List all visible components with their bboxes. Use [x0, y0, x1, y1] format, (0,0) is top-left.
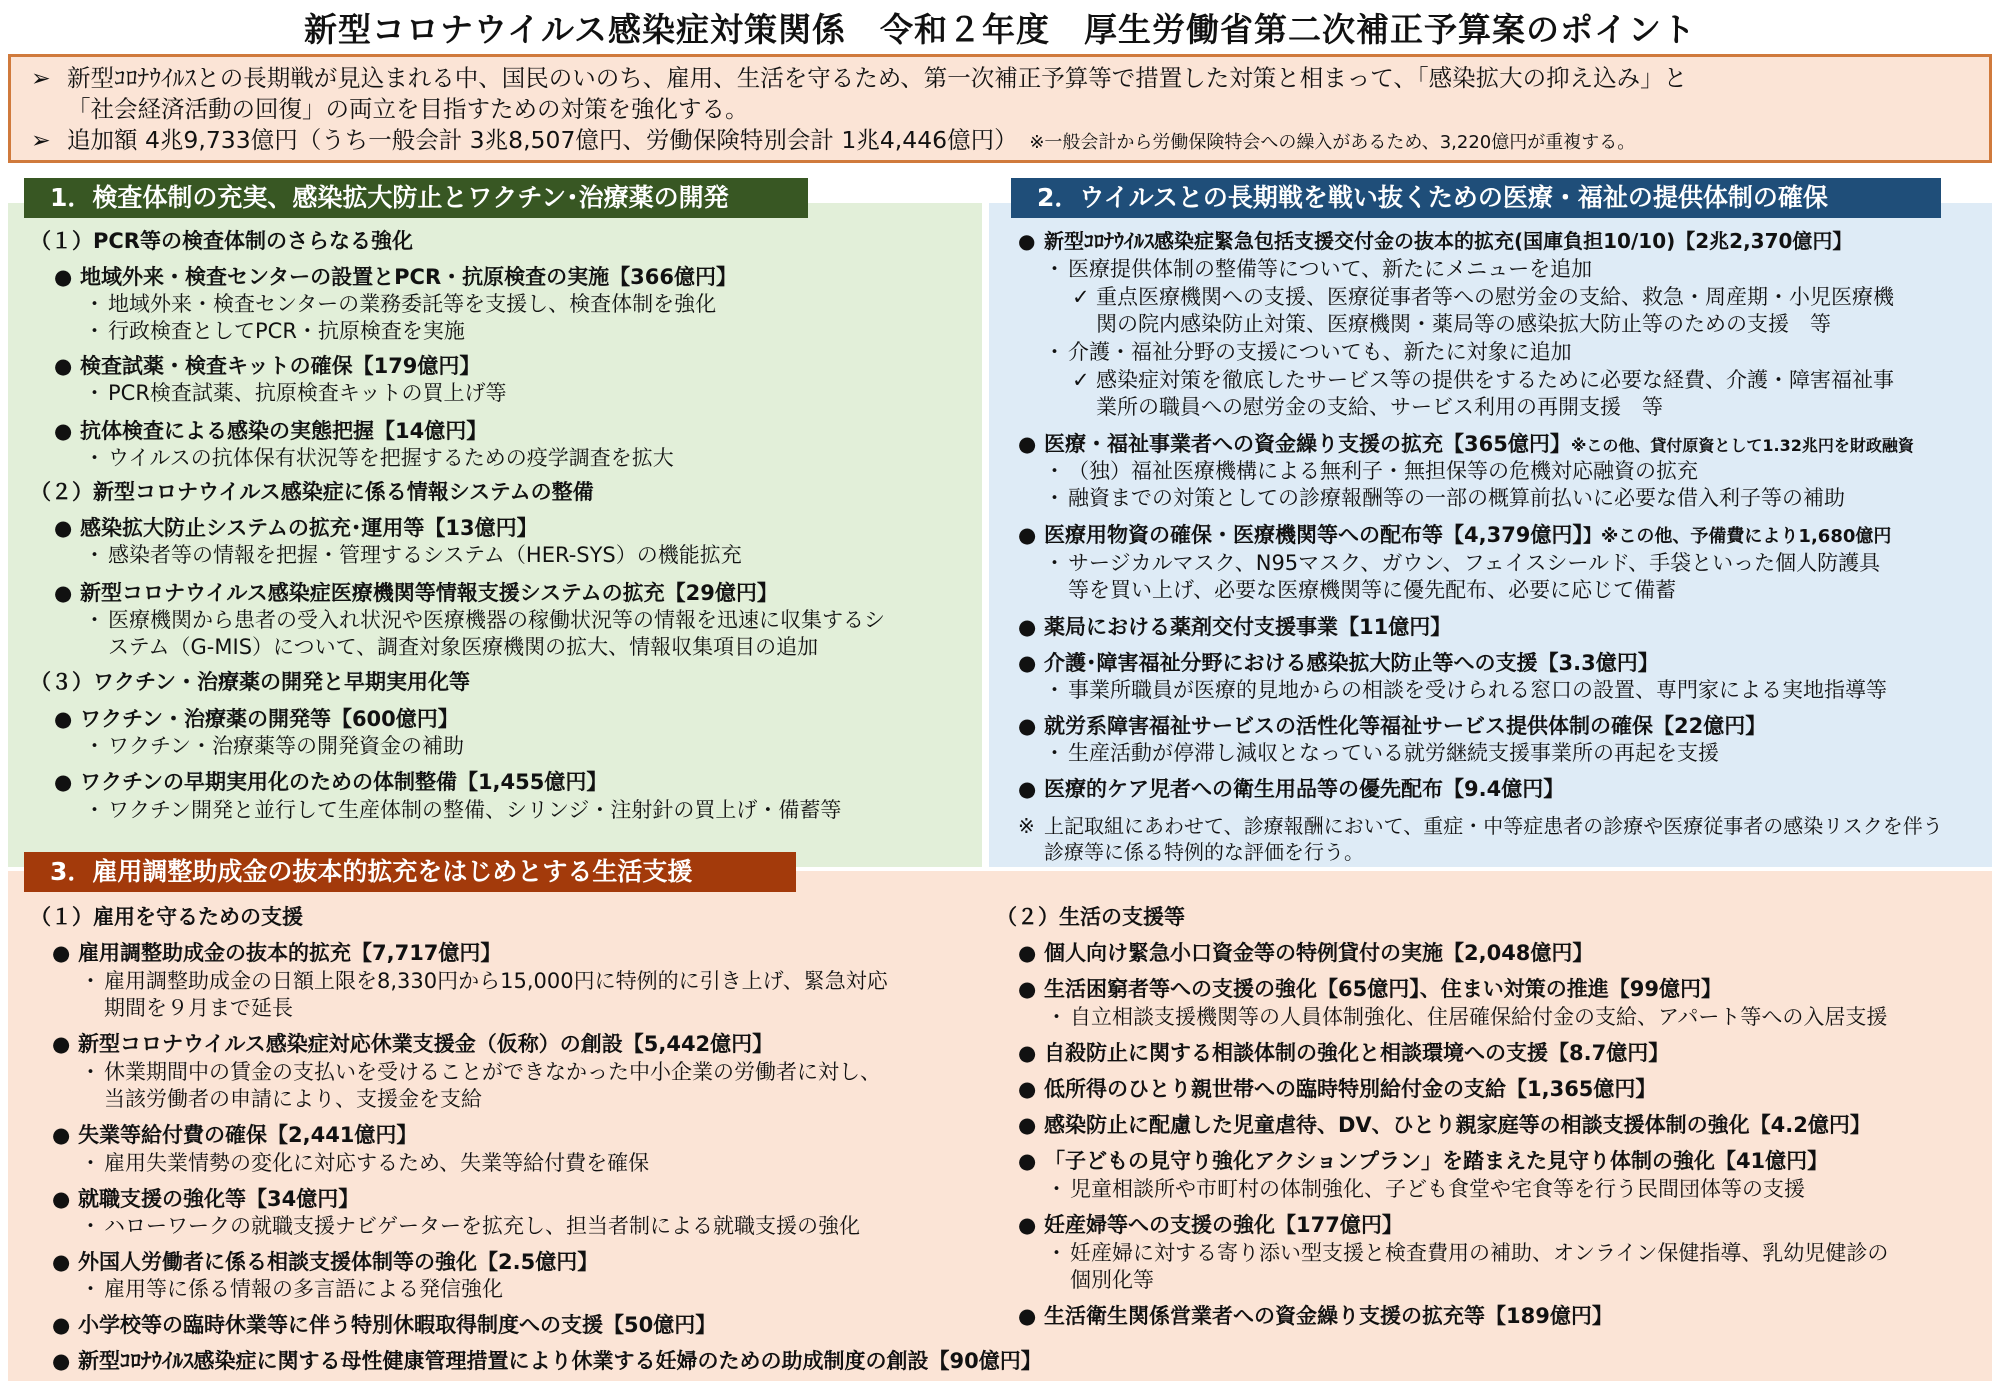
bullet-icon: ●	[1018, 977, 1037, 1001]
bullet-icon: ●	[52, 941, 71, 965]
intro-line-1: ➢ 新型ｺﾛﾅｳｲﾙｽとの長期戦が見込まれる中、国民のいのち、雇用、生活を守るため、第一次補正予算等で措置した対策と相まって、「感染拡大の抑え込み」と	[31, 64, 1688, 92]
bullet-icon: ●	[52, 1349, 71, 1373]
item-heading: ● 医療・福祉事業者への資金繰り支援の拡充【365億円】※この他、貸付原資として1.32兆円を財政融資	[1018, 432, 1914, 456]
item-heading: ● 薬局における薬剤交付支援事業【11億円】	[1018, 615, 1452, 639]
bullet-icon: ●	[1018, 714, 1037, 738]
item-detail: ・ 生産活動が停滞し減収となっている就労継続支援事業所の再起を支援	[1044, 741, 1719, 765]
intro-note: ※一般会計から労働保険特会への繰入があるため、3,220億円が重複する。	[1029, 132, 1636, 153]
item-detail: ・ 自立相談支援機関等の人員体制強化、住居確保給付金の支給、アパート等への入居支援	[1046, 1005, 1888, 1029]
item-heading: ● 妊産婦等への支援の強化【177億円】	[1018, 1213, 1403, 1237]
item-detail: ・ 休業期間中の賃金の支払いを受けることができなかった中小企業の労働者に対し、	[80, 1060, 881, 1084]
item-subdetail: ✓ 重点医療機関への支援、医療従事者等への慰労金の支給、救急・周産期・小児医療機	[1072, 285, 1894, 309]
item-detail: ・ PCR検査試薬、抗原検査キットの買上げ等	[84, 381, 507, 405]
item-detail: ・ 融資までの対策としての診療報酬等の一部の概算前払いに必要な借入利子等の補助	[1044, 486, 1845, 510]
item-detail: ・ 地域外来・検査センターの業務委託等を支援し、検査体制を強化	[84, 292, 717, 316]
item-detail: ・ サージカルマスク、N95マスク、ガウン、フェイスシールド、手袋といった個人防護具	[1044, 551, 1881, 575]
item-heading: ● 感染防止に配慮した児童虐待、DV、ひとり親家庭等の相談支援体制の強化【4.2億円】	[1018, 1113, 1871, 1137]
item-heading: ● 地域外来・検査センターの設置とPCR・抗原検査の実施【366億円】	[54, 265, 737, 289]
item-heading: ● 医療用物資の確保・医療機関等への配布等【4,379億円】】※この他、予備費により1,680億円	[1018, 523, 1892, 547]
item-heading: ● 就労系障害福祉サービスの活性化等福祉サービス提供体制の確保【22億円】	[1018, 714, 1767, 738]
subsection-heading: （１）PCR等の検査体制のさらなる強化	[30, 229, 413, 253]
bullet-icon: ●	[1018, 523, 1037, 547]
subsection-heading: （２）新型コロナウイルス感染症に係る情報システムの整備	[30, 480, 594, 504]
bullet-icon: ●	[1018, 1149, 1037, 1173]
subsection-heading: （３）ワクチン・治療薬の開発と早期実用化等	[30, 670, 470, 694]
footnote: 診療等に係る特例的な評価を行う。	[1044, 840, 1364, 864]
item-detail: ・ （独）福祉医療機構による無利子・無担保等の危機対応融資の拡充	[1044, 459, 1698, 483]
item-heading: ● 「子どもの見守り強化アクションプラン」を踏まえた見守り体制の強化【41億円】	[1018, 1149, 1829, 1173]
item-heading: ● 小学校等の臨時休業等に伴う特別休暇取得制度への支援【50億円】	[52, 1313, 717, 1337]
check-icon: ✓	[1072, 285, 1090, 309]
bullet-icon: ●	[54, 707, 73, 731]
bullet-icon: ●	[1018, 615, 1037, 639]
item-detail: 当該労働者の申請により、支援金を支給	[104, 1087, 482, 1111]
bullet-icon: ●	[1018, 1304, 1037, 1328]
bullet-icon: ●	[52, 1032, 71, 1056]
item-detail: ・ 行政検査としてPCR・抗原検査を実施	[84, 319, 465, 343]
bullet-icon: ●	[1018, 1113, 1037, 1137]
item-detail: ・ 感染者等の情報を把握・管理するシステム（HER-SYS）の機能拡充	[84, 543, 742, 567]
item-detail: ・ 事業所職員が医療的見地からの相談を受けられる窓口の設置、専門家による実地指導等	[1044, 678, 1887, 702]
arrow-icon: ➢	[31, 64, 51, 92]
item-heading: ● ワクチンの早期実用化のための体制整備【1,455億円】	[54, 770, 608, 794]
footnote: ※ 上記取組にあわせて、診療報酬において、重症・中等症患者の診療や医療従事者の感染リスクを伴う	[1018, 814, 1943, 838]
section-2-header: 2．ウイルスとの長期戦を戦い抜くための医療・福祉の提供体制の確保	[1011, 178, 1941, 218]
bullet-icon: ●	[1018, 1041, 1037, 1065]
item-detail: ・ 介護・福祉分野の支援についても、新たに対象に追加	[1044, 340, 1572, 364]
item-detail: ・ 医療提供体制の整備等について、新たにメニューを追加	[1044, 257, 1593, 281]
item-detail: 個別化等	[1070, 1268, 1154, 1292]
item-heading: ● 生活困窮者等への支援の強化【65億円】、住まい対策の推進【99億円】	[1018, 977, 1722, 1001]
intro-line-3: ➢ 追加額 4兆9,733億円（うち一般会計 3兆8,507億円、労働保険特別会計 1兆4,446億円） ※一般会計から労働保険特会への繰入があるため、3,220億円が重複する。	[31, 126, 1636, 154]
item-detail: ・ 雇用調整助成金の日額上限を8,330円から15,000円に特例的に引き上げ、緊急対応	[80, 969, 888, 993]
bullet-icon: ●	[1018, 432, 1037, 456]
item-detail: ・ 雇用失業情勢の変化に対応するため、失業等給付費を確保	[80, 1151, 650, 1175]
item-heading: ● 新型ｺﾛﾅｳｲﾙｽ感染症緊急包括支援交付金の抜本的拡充(国庫負担10/10)【2兆2,370億円】	[1018, 229, 1853, 253]
bullet-icon: ●	[52, 1250, 71, 1274]
page-title: 新型コロナウイルス感染症対策関係 令和２年度 厚生労働省第二次補正予算案のポイント	[303, 10, 1697, 49]
bullet-icon: ●	[54, 581, 73, 605]
item-detail: ・ ワクチン・治療薬等の開発資金の補助	[84, 734, 464, 758]
check-icon: ✓	[1072, 368, 1090, 392]
bullet-icon: ●	[54, 265, 73, 289]
item-subdetail: 業所の職員への慰労金の支給、サービス利用の再開支援 等	[1096, 395, 1663, 419]
item-detail: ・ 雇用等に係る情報の多言語による発信強化	[80, 1277, 503, 1301]
bullet-icon: ●	[1018, 1077, 1037, 1101]
bullet-icon: ●	[52, 1123, 71, 1147]
bullet-icon: ●	[54, 419, 73, 443]
item-heading: ● 雇用調整助成金の抜本的拡充【7,717億円】	[52, 941, 502, 965]
item-detail: 等を買い上げ、必要な医療機関等に優先配布、必要に応じて備蓄	[1068, 578, 1677, 602]
bullet-icon: ●	[52, 1187, 71, 1211]
item-heading: ● 抗体検査による感染の実態把握【14億円】	[54, 419, 488, 443]
item-subdetail: ✓ 感染症対策を徹底したサービス等の提供をするために必要な経費、介護・障害福祉事	[1072, 368, 1894, 392]
item-heading: ● 新型コロナウイルス感染症対応休業支援金（仮称）の創設【5,442億円】	[52, 1032, 774, 1056]
item-heading: ● 新型コロナウイルス感染症医療機関等情報支援システムの拡充【29億円】	[54, 581, 778, 605]
item-heading: ● 就職支援の強化等【34億円】	[52, 1187, 360, 1211]
item-subdetail: 関の院内感染防止対策、医療機関・薬局等の感染拡大防止等のための支援 等	[1096, 312, 1831, 336]
bullet-icon: ●	[1018, 229, 1036, 253]
item-detail: ・ 妊産婦に対する寄り添い型支援と検査費用の補助、オンライン保健指導、乳幼児健診の	[1046, 1241, 1889, 1265]
item-detail: ・ 医療機関から患者の受入れ状況や医療機器の稼働状況等の情報を迅速に収集するシ	[84, 608, 885, 632]
item-heading: ● 感染拡大防止システムの拡充･運用等【13億円】	[54, 516, 538, 540]
arrow-icon: ➢	[31, 126, 51, 154]
item-detail: ・ 児童相談所や市町村の体制強化、子ども食堂や宅食等を行う民間団体等の支援	[1046, 1177, 1805, 1201]
item-heading: ● 個人向け緊急小口資金等の特例貸付の実施【2,048億円】	[1018, 941, 1594, 965]
bullet-icon: ●	[1018, 941, 1037, 965]
bullet-icon: ●	[1018, 1213, 1037, 1237]
item-heading: ● 医療的ケア児者への衛生用品等の優先配布【9.4億円】	[1018, 777, 1565, 801]
item-note: 】※この他、予備費により1,680億円	[1582, 526, 1892, 547]
item-detail: ・ ハローワークの就職支援ナビゲーターを拡充し、担当者制による就職支援の強化	[80, 1214, 860, 1238]
subsection-heading: （１）雇用を守るための支援	[30, 905, 303, 929]
bullet-icon: ●	[54, 354, 73, 378]
item-heading: ● ワクチン・治療薬の開発等【600億円】	[54, 707, 459, 731]
item-detail: ・ ウイルスの抗体保有状況等を把握するための疫学調査を拡大	[84, 446, 674, 470]
intro-box	[8, 54, 1992, 163]
intro-line-2: 「社会経済活動の回復」の両立を目指すための対策を強化する。	[67, 95, 749, 123]
item-heading: ● 介護･障害福祉分野における感染拡大防止等への支援【3.3億円】	[1018, 651, 1659, 675]
item-heading: ● 失業等給付費の確保【2,441億円】	[52, 1123, 418, 1147]
item-heading: ● 新型ｺﾛﾅｳｲﾙｽ感染症に関する母性健康管理措置により休業する妊婦のための助成制度の創設【90億円】	[52, 1349, 1042, 1373]
item-detail: ステム（G-MIS）について、調査対象医療機関の拡大、情報収集項目の追加	[108, 635, 819, 659]
item-heading: ● 生活衛生関係営業者への資金繰り支援の拡充等【189億円】	[1018, 1304, 1613, 1328]
item-heading: ● 自殺防止に関する相談体制の強化と相談環境への支援【8.7億円】	[1018, 1041, 1670, 1065]
section-3-header: 3．雇用調整助成金の抜本的拡充をはじめとする生活支援	[24, 852, 796, 892]
bullet-icon: ●	[54, 516, 73, 540]
section-1-header: 1．検査体制の充実、感染拡大防止とワクチン･治療薬の開発	[24, 178, 808, 218]
bullet-icon: ●	[1018, 651, 1037, 675]
item-detail: 期間を９月まで延長	[104, 996, 293, 1020]
item-note: ※この他、貸付原資として1.32兆円を財政融資	[1570, 436, 1914, 455]
bullet-icon: ●	[1018, 777, 1037, 801]
item-heading: ● 低所得のひとり親世帯への臨時特別給付金の支給【1,365億円】	[1018, 1077, 1657, 1101]
subsection-heading: （２）生活の支援等	[996, 905, 1185, 929]
bullet-icon: ●	[52, 1313, 71, 1337]
bullet-icon: ●	[54, 770, 73, 794]
item-detail: ・ ワクチン開発と並行して生産体制の整備、シリンジ・注射針の買上げ・備蓄等	[84, 798, 842, 822]
item-heading: ● 外国人労働者に係る相談支援体制等の強化【2.5億円】	[52, 1250, 599, 1274]
item-heading: ● 検査試薬・検査キットの確保【179億円】	[54, 354, 481, 378]
